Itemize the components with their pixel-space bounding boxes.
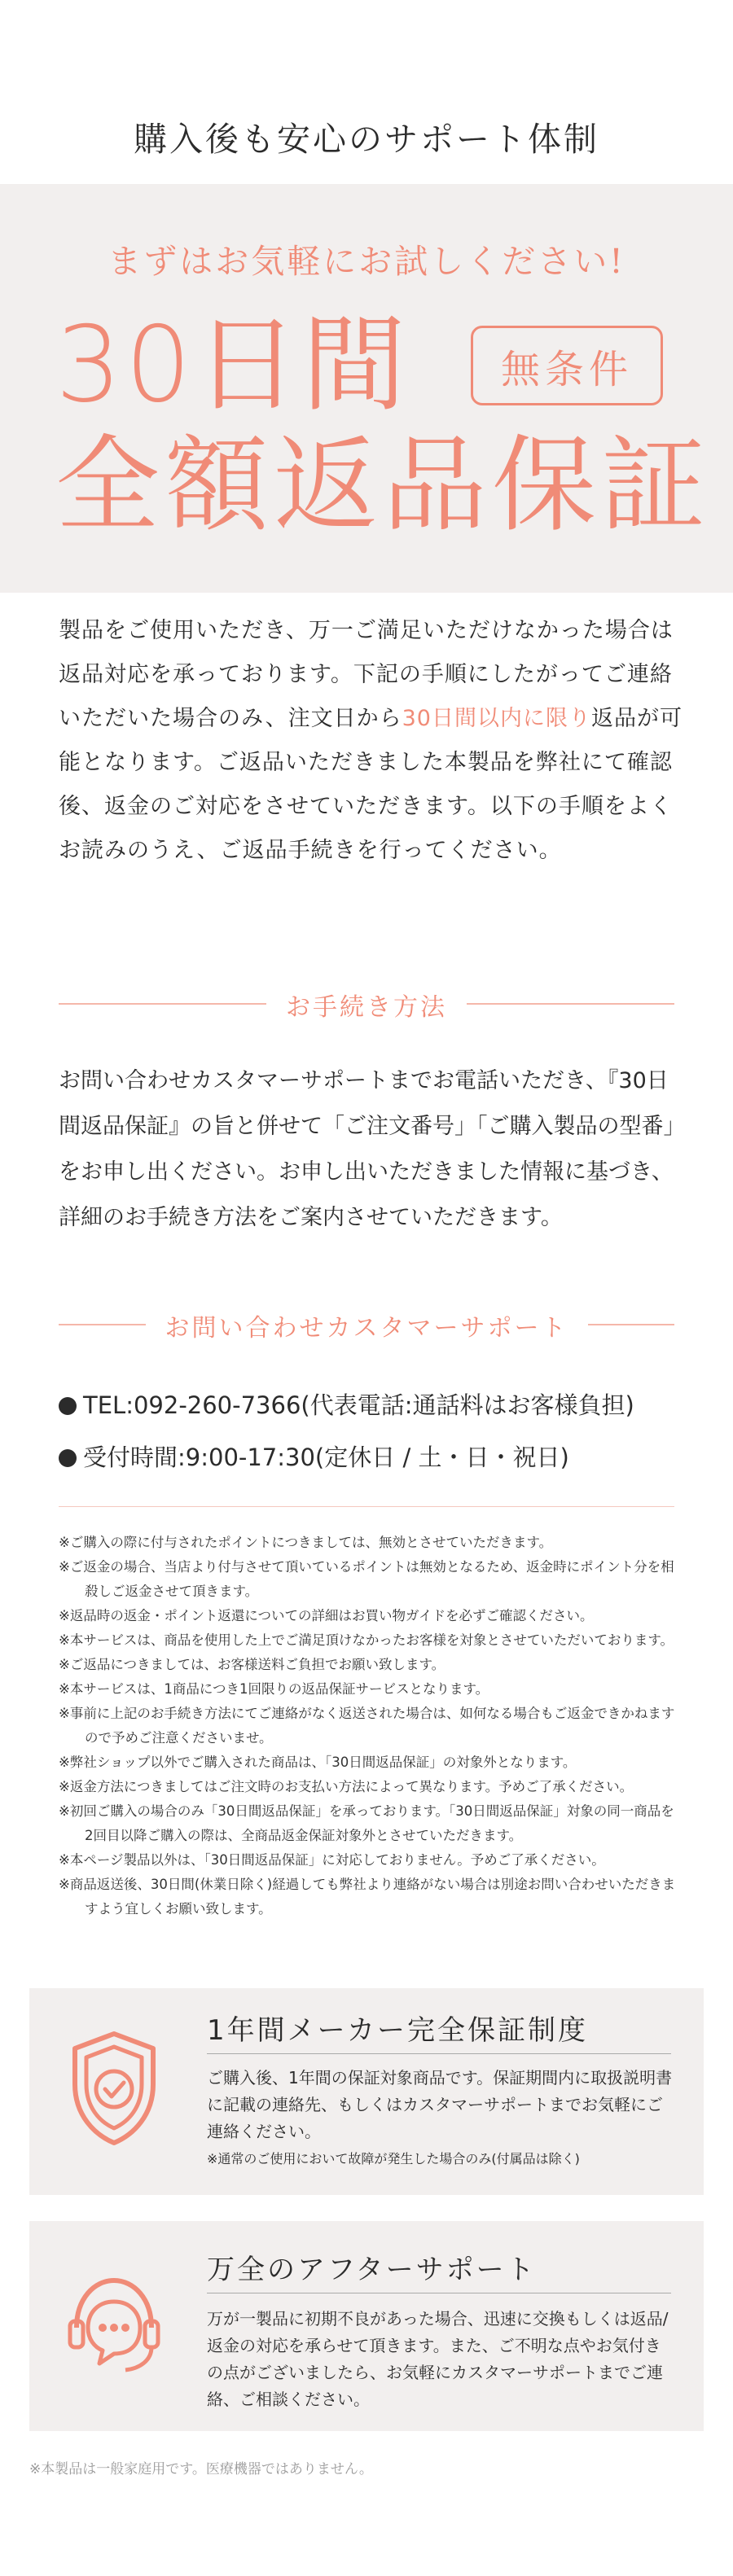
warranty-note: ※通常のご使用において故障が発生した場合のみ(付属品は除く): [207, 2151, 580, 2166]
note-item: ※返金方法につきましてはご注文時のお支払い方法によって異なります。予めご了承ください。: [59, 1779, 634, 1794]
footer-note: ※本製品は一般家庭用です。医療機器ではありません。: [29, 2461, 373, 2477]
note-item: ※本サービスは、商品を使用した上でご満足頂けなかったお客様を対象とさせていただいております。: [59, 1632, 674, 1648]
note-item: ※弊社ショップ以外でご購入された商品は、「30日間返品保証」の対象外となります。: [59, 1755, 577, 1770]
note-item: ※ご購入の際に付与されたポイントにつきましては、無効とさせていただきます。: [59, 1535, 553, 1550]
note-item: ※本ページ製品以外は、「30日間返品保証」に対応しておりません。予めご了承ください。: [59, 1852, 605, 1868]
intro-highlight: 30日間以内に限り: [402, 706, 591, 731]
note-item: ※ご返金の場合、当店より付与させて頂いているポイントは無効となるため、返金時にポイント分を相殺しご返金させて頂きます。: [59, 1559, 674, 1599]
hero-headline-days: 30日間: [55, 304, 410, 426]
shield-check-icon: [65, 2027, 163, 2149]
note-item: ※返品時の返金・ポイント返還についての詳細はお買い物ガイドを必ずご確認ください。: [59, 1608, 594, 1623]
hero-headline-guarantee: 全額返品保証: [55, 425, 711, 546]
notes-list: [59, 1531, 678, 1921]
intro-text-part2: 返品が可能となります。ご返品いただきました本製品を弊社にて確認後、返金のご対応をさせていただきます。以下の手順をよくお読みのうえ、ご返品手続きを行ってください。: [59, 706, 683, 863]
note-item: ※初回ご購入の場合のみ「30日間返品保証」を承っております。「30日間返品保証」対象の同一商品を2回目以降ご購入の際は、全商品返金保証対象外とさせていただきます。: [59, 1803, 674, 1843]
contact-hours-row: [59, 1431, 678, 1483]
notes-divider: [59, 1506, 674, 1507]
contact-tel[interactable]: TEL:092-260-7366(代表電話:通話料はお客様負担): [83, 1391, 634, 1419]
headset-chat-icon: [65, 2265, 163, 2387]
page-title: 購入後も安心のサポート体制: [134, 120, 599, 159]
after-support-card: [29, 2221, 704, 2431]
intro-text: [59, 609, 684, 873]
procedure-text: お問い合わせカスタマーサポートまでお電話いただき、『30日間返品保証』の旨と併せて「ご注文番号」「ご購入製品の型番」をお申し出ください。お申し出いただきました情報に基づき、詳細のお手続き方法をご案内させていただきます。: [59, 1068, 674, 1230]
warranty-body: [207, 2065, 673, 2172]
hero-banner: [0, 184, 733, 593]
after-support-body: 万が一製品に初期不良があった場合、迅速に交換もしくは返品/返金の対応を承らせて頂きます。また、ご不明な点やお気付きの点がございましたら、お気軽にカスタマーサポートまでご連絡、ご相談ください。: [207, 2309, 669, 2409]
warranty-text: ご購入後、1年間の保証対象商品です。保証期間内に取扱説明書に記載の連絡先、もしくはカスタマーサポートまでお気軽にご連絡ください。: [207, 2068, 673, 2141]
bullet-icon: [59, 1449, 77, 1467]
card-divider: [207, 2053, 671, 2054]
procedure-heading-divider: [59, 987, 674, 1022]
unconditional-badge: 無条件: [471, 326, 663, 405]
note-item: ※事前に上記のお手続き方法にてご連絡がなく返送された場合は、如何なる場合もご返金できかねますので予めご注意くださいませ。: [59, 1706, 675, 1746]
contact-info: [59, 1379, 678, 1483]
warranty-title: 1年間メーカー完全保証制度: [207, 2014, 588, 2047]
after-support-title: 万全のアフターサポート: [207, 2254, 537, 2286]
hero-tagline: まずはお気軽にお試しください!: [108, 242, 625, 281]
contact-heading: お問い合わせカスタマーサポート: [146, 1314, 588, 1343]
contact-hours: 受付時間:9:00-17:30(定休日 / 土・日・祝日): [83, 1444, 569, 1471]
procedure-heading: お手続き方法: [266, 993, 467, 1022]
note-item: ※ご返品につきましては、お客様送料ご負担でお願い致します。: [59, 1657, 446, 1672]
intro-text-part1: 製品をご使用いただき、万一ご満足いただけなかった場合は返品対応を承っております。下記の手順にしたがってご連絡いただいた場合のみ、注文日から: [59, 618, 674, 731]
warranty-card: [29, 1988, 704, 2195]
note-item: ※本サービスは、1商品につき1回限りの返品保証サービスとなります。: [59, 1681, 489, 1697]
contact-tel-row: [59, 1379, 678, 1431]
note-item: ※商品返送後、30日間(休業日除く)経過しても弊社より連絡がない場合は別途お問い合わせいただきますよう宜しくお願い致します。: [59, 1877, 676, 1917]
bullet-icon: [59, 1397, 77, 1415]
contact-heading-divider: [59, 1308, 674, 1343]
